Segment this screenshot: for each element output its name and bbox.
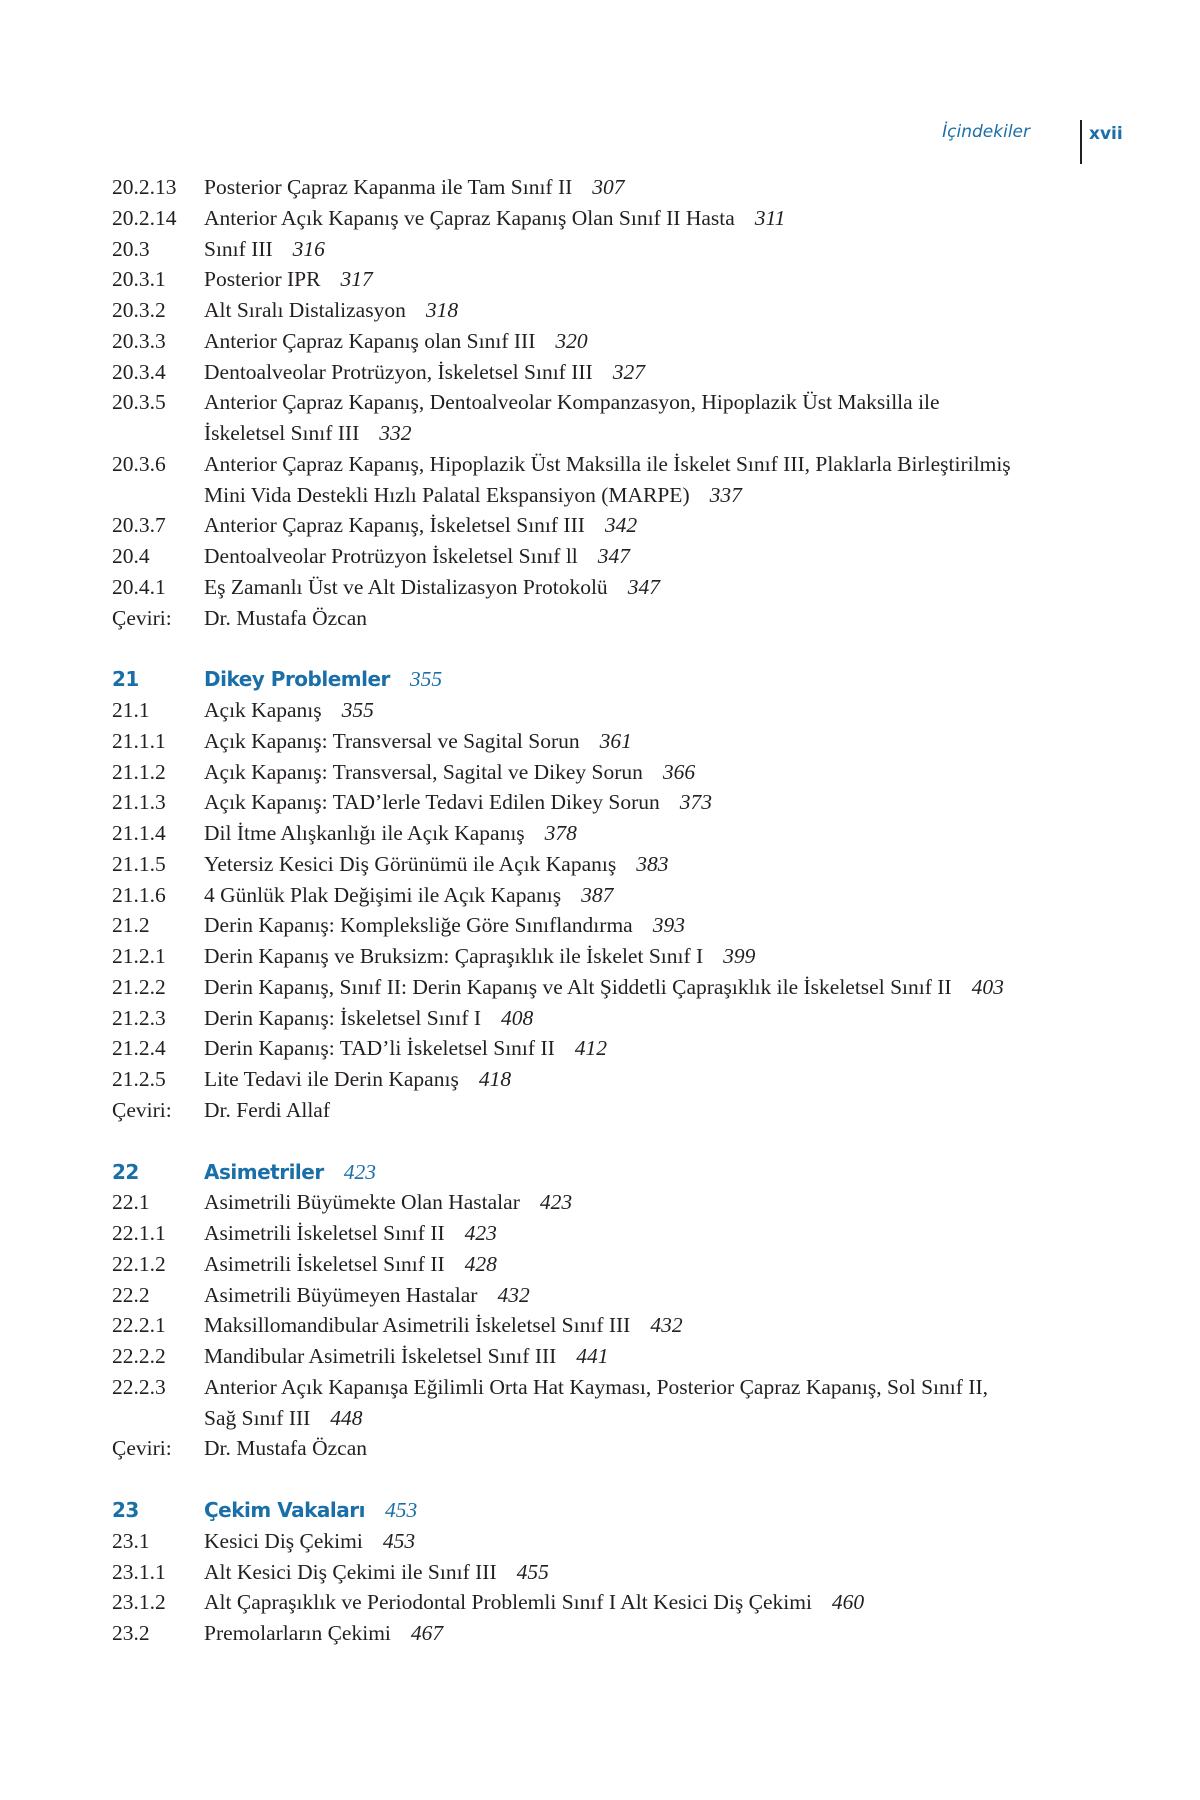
entry-title: Dentoalveolar Protrüzyon, İskeletsel Sınıf III xyxy=(204,359,593,384)
toc-entry[interactable] xyxy=(112,1341,1112,1372)
entry-title-continued: Mini Vida Destekli Hızlı Palatal Ekspansiyon (MARPE) xyxy=(204,482,690,507)
entry-page: 432 xyxy=(650,1313,683,1338)
entry-body xyxy=(204,1372,1112,1434)
entry-number: 21.2.4 xyxy=(112,1036,166,1061)
entry-number: 21.1.3 xyxy=(112,790,166,815)
entry-title-continued: İskeletsel Sınıf III xyxy=(204,421,360,445)
group-spacer xyxy=(112,1464,1112,1495)
entry-body xyxy=(204,1095,1112,1126)
entry-title: Açık Kapanış: Transversal ve Sagital Sorun xyxy=(204,728,580,753)
entry-page: 311 xyxy=(754,205,786,230)
entry-page: 332 xyxy=(379,421,412,445)
toc-entry[interactable] xyxy=(112,757,1112,788)
entry-page: 455 xyxy=(516,1559,549,1584)
toc-entry[interactable] xyxy=(112,1526,1112,1557)
translator-line xyxy=(112,603,1112,634)
entry-body xyxy=(204,603,1112,634)
entry-page: 342 xyxy=(604,513,638,538)
entry-title: 4 Günlük Plak Değişimi ile Açık Kapanış xyxy=(204,882,562,907)
toc-entry[interactable] xyxy=(112,1064,1112,1095)
chapter-heading[interactable] xyxy=(112,1157,1112,1188)
entry-title: Posterior IPR xyxy=(204,267,321,292)
entry-body xyxy=(204,1249,1112,1280)
entry-body xyxy=(204,972,1112,1003)
entry-body xyxy=(204,234,1112,265)
entry-body xyxy=(204,572,1112,603)
entry-title: Sınıf III xyxy=(204,236,273,261)
entry-page: 412 xyxy=(574,1036,608,1061)
entry-body xyxy=(204,695,1112,726)
entry-body xyxy=(204,1003,1112,1034)
entry-body xyxy=(204,326,1112,357)
entry-number: 23.1.1 xyxy=(112,1559,166,1584)
translator-name: Dr. Ferdi Allaf xyxy=(204,1097,330,1122)
toc-entry[interactable] xyxy=(112,264,1112,295)
toc-entry[interactable] xyxy=(112,787,1112,818)
entry-number: 20.4 xyxy=(112,544,150,568)
translator-label: Çeviri: xyxy=(112,1097,172,1122)
entry-title: Dentoalveolar Protrüzyon İskeletsel Sınıf ll xyxy=(204,544,578,568)
entry-body xyxy=(204,1618,1112,1649)
entry-page: 361 xyxy=(599,728,632,753)
toc-entry[interactable] xyxy=(112,1249,1112,1280)
entry-page: 403 xyxy=(971,974,1004,999)
entry-title: Derin Kapanış: TAD’li İskeletsel Sınıf II xyxy=(204,1036,555,1061)
entry-body xyxy=(204,910,1112,941)
entry-number: 23.1.2 xyxy=(112,1590,166,1615)
translator-name: Dr. Mustafa Özcan xyxy=(204,1436,367,1461)
entry-body xyxy=(204,295,1112,326)
entry-title: Asimetrili İskeletsel Sınıf II xyxy=(204,1251,445,1276)
chapter-number: 21 xyxy=(112,667,139,692)
entry-number: 20.3.2 xyxy=(112,298,166,322)
toc-entry[interactable] xyxy=(112,1372,1112,1434)
entry-page: 378 xyxy=(544,821,577,845)
entry-page: 423 xyxy=(539,1190,573,1215)
entry-page: 441 xyxy=(576,1344,609,1368)
entry-title: Anterior Açık Kapanış ve Çapraz Kapanış Olan Sınıf II Hasta xyxy=(204,205,735,230)
entry-page: 317 xyxy=(340,267,373,292)
toc-entry[interactable] xyxy=(112,1557,1112,1588)
entry-number: 21.2.3 xyxy=(112,1005,166,1030)
entry-number: 21.2.5 xyxy=(112,1067,166,1091)
entry-body xyxy=(204,849,1112,880)
entry-body xyxy=(204,787,1112,818)
entry-body xyxy=(204,1341,1112,1372)
chapter-title: Dikey Problemler xyxy=(204,667,390,692)
toc-entry[interactable] xyxy=(112,326,1112,357)
toc-entry[interactable] xyxy=(112,1280,1112,1311)
toc-entry[interactable] xyxy=(112,357,1112,388)
toc-entry[interactable] xyxy=(112,1587,1112,1618)
entry-body xyxy=(204,1187,1112,1218)
toc-entry[interactable] xyxy=(112,941,1112,972)
entry-title: Açık Kapanış: TAD’lerle Tedavi Edilen Dikey Sorun xyxy=(204,790,660,815)
chapter-page: 423 xyxy=(343,1159,376,1184)
entry-title: Derin Kapanış, Sınıf II: Derin Kapanış ve Alt Şiddetli Çapraşıklık ile İskeletsel Sınıf II xyxy=(204,974,952,999)
entry-number: 22.1.1 xyxy=(112,1221,166,1245)
entry-page: 448 xyxy=(330,1405,363,1430)
entry-body xyxy=(204,357,1112,388)
toc-entry[interactable] xyxy=(112,234,1112,265)
toc-entry[interactable] xyxy=(112,449,1112,511)
chapter-page: 355 xyxy=(409,667,443,692)
entry-number: 21.1.2 xyxy=(112,759,166,784)
entry-body xyxy=(204,1526,1112,1557)
chapter-title: Asimetriler xyxy=(204,1159,324,1184)
entry-number: 20.3.6 xyxy=(112,451,166,476)
translator-label: Çeviri: xyxy=(112,1436,172,1461)
entry-title-continued: Sağ Sınıf III xyxy=(204,1405,311,1430)
running-header xyxy=(942,120,1123,166)
entry-number: 21.1.6 xyxy=(112,882,166,907)
entry-body xyxy=(204,172,1112,203)
entry-title: Alt Çapraşıklık ve Periodontal Problemli Sınıf I Alt Kesici Diş Çekimi xyxy=(204,1590,812,1615)
entry-number: 21.2.1 xyxy=(112,944,166,968)
entry-title: Maksillomandibular Asimetrili İskeletsel Sınıf III xyxy=(204,1313,631,1338)
translator-line xyxy=(112,1095,1112,1126)
entry-number: 20.3.5 xyxy=(112,390,166,415)
entry-page: 418 xyxy=(478,1067,512,1091)
entry-body xyxy=(204,1310,1112,1341)
entry-number: 22.2 xyxy=(112,1282,150,1307)
toc-entry[interactable] xyxy=(112,510,1112,541)
entry-page: 383 xyxy=(636,851,669,876)
entry-body xyxy=(204,449,1112,511)
entry-page: 453 xyxy=(382,1528,416,1553)
entry-number: 20.2.14 xyxy=(112,205,177,230)
entry-number: 22.1 xyxy=(112,1190,150,1215)
entry-number: 22.2.3 xyxy=(112,1374,166,1399)
entry-title: Anterior Çapraz Kapanış olan Sınıf III xyxy=(204,328,536,353)
entry-number: 20.3 xyxy=(112,236,150,261)
entry-page: 355 xyxy=(341,698,374,722)
entry-number: 22.2.2 xyxy=(112,1344,166,1368)
entry-number: 21.2.2 xyxy=(112,974,166,999)
toc-entry[interactable] xyxy=(112,387,1112,449)
chapter-number: 22 xyxy=(112,1159,139,1184)
toc-entry[interactable] xyxy=(112,695,1112,726)
entry-number: 20.3.3 xyxy=(112,328,166,353)
entry-page: 307 xyxy=(592,175,625,199)
entry-title: Anterior Çapraz Kapanış, İskeletsel Sınıf III xyxy=(204,513,585,538)
entry-page: 408 xyxy=(501,1005,534,1030)
entry-number: 23.1 xyxy=(112,1528,150,1553)
entry-page: 393 xyxy=(652,913,685,938)
entry-page: 467 xyxy=(410,1621,444,1645)
entry-title: Derin Kapanış: Kompleksliğe Göre Sınıflandırma xyxy=(204,913,633,938)
translator-name: Dr. Mustafa Özcan xyxy=(204,605,367,630)
entry-page: 347 xyxy=(597,544,631,568)
entry-title: Asimetrili İskeletsel Sınıf II xyxy=(204,1221,445,1245)
toc-entry[interactable] xyxy=(112,1618,1112,1649)
page-number: xvii xyxy=(1089,124,1123,144)
chapter-number: 23 xyxy=(112,1498,139,1522)
entry-body xyxy=(204,726,1112,757)
toc-entry[interactable] xyxy=(112,910,1112,941)
chapter-page: 453 xyxy=(384,1498,418,1522)
entry-number: 21.1.4 xyxy=(112,821,166,845)
entry-title: Asimetrili Büyümeyen Hastalar xyxy=(204,1282,478,1307)
chapter-title-wrap xyxy=(204,1157,1112,1188)
entry-body xyxy=(204,880,1112,911)
toc-entry[interactable] xyxy=(112,1187,1112,1218)
chapter-heading[interactable] xyxy=(112,664,1112,695)
entry-number: 20.4.1 xyxy=(112,574,166,599)
translator-line xyxy=(112,1433,1112,1464)
toc-entry[interactable] xyxy=(112,295,1112,326)
entry-title: Kesici Diş Çekimi xyxy=(204,1528,363,1553)
entry-body xyxy=(204,1433,1112,1464)
entry-title: Yetersiz Kesici Diş Görünümü ile Açık Kapanış xyxy=(204,851,617,876)
entry-number: 21.1 xyxy=(112,698,150,722)
toc-entry[interactable] xyxy=(112,1310,1112,1341)
entry-page: 347 xyxy=(627,574,660,599)
entry-body xyxy=(204,1280,1112,1311)
toc-entry[interactable] xyxy=(112,1033,1112,1064)
entry-page: 460 xyxy=(831,1590,865,1615)
entry-title: Anterior Çapraz Kapanış, Dentoalveolar Kompanzasyon, Hipoplazik Üst Maksilla ile xyxy=(204,390,940,415)
entry-page: 366 xyxy=(662,759,696,784)
entry-title: Lite Tedavi ile Derin Kapanış xyxy=(204,1067,459,1091)
toc-entry[interactable] xyxy=(112,172,1112,203)
entry-page: 387 xyxy=(581,882,614,907)
section-title: İçindekiler xyxy=(942,122,1030,142)
entry-body xyxy=(204,757,1112,788)
group-spacer xyxy=(112,633,1112,664)
toc-entry[interactable] xyxy=(112,572,1112,603)
entry-number: 21.1.1 xyxy=(112,728,166,753)
entry-page: 399 xyxy=(723,944,756,968)
entry-title: Dil İtme Alışkanlığı ile Açık Kapanış xyxy=(204,821,525,845)
entry-page: 423 xyxy=(464,1221,497,1245)
chapter-title-wrap xyxy=(204,664,1112,695)
chapter-heading[interactable] xyxy=(112,1495,1112,1526)
entry-title: Anterior Çapraz Kapanış, Hipoplazik Üst Maksilla ile İskelet Sınıf III, Plaklarla Birleştirilmiş xyxy=(204,451,1011,476)
entry-page: 320 xyxy=(555,328,588,353)
toc-entry[interactable] xyxy=(112,541,1112,572)
entry-title: Alt Sıralı Distalizasyon xyxy=(204,298,406,322)
entry-body xyxy=(204,541,1112,572)
entry-title: Anterior Açık Kapanışa Eğilimli Orta Hat Kayması, Posterior Çapraz Kapanış, Sol Sınıf II, xyxy=(204,1374,988,1399)
entry-body xyxy=(204,1218,1112,1249)
entry-title: Açık Kapanış xyxy=(204,698,322,722)
group-spacer xyxy=(112,1126,1112,1157)
entry-page: 316 xyxy=(292,236,325,261)
toc-entry[interactable] xyxy=(112,818,1112,849)
translator-label: Çeviri: xyxy=(112,605,172,630)
entry-title: Alt Kesici Diş Çekimi ile Sınıf III xyxy=(204,1559,497,1584)
toc-entry[interactable] xyxy=(112,880,1112,911)
entry-page: 373 xyxy=(679,790,712,815)
entry-number: 20.3.7 xyxy=(112,513,166,538)
entry-number: 20.2.13 xyxy=(112,175,177,199)
entry-page: 337 xyxy=(709,482,742,507)
toc-entry[interactable] xyxy=(112,972,1112,1003)
chapter-title: Çekim Vakaları xyxy=(204,1498,365,1522)
entry-number: 20.3.1 xyxy=(112,267,166,292)
entry-body xyxy=(204,387,1112,449)
entry-page: 432 xyxy=(497,1282,530,1307)
header-divider xyxy=(1080,120,1082,164)
toc-entry[interactable] xyxy=(112,726,1112,757)
toc-entry[interactable] xyxy=(112,1003,1112,1034)
entry-number: 20.3.4 xyxy=(112,359,166,384)
entry-body xyxy=(204,941,1112,972)
entry-body xyxy=(204,1587,1112,1618)
entry-title: Derin Kapanış: İskeletsel Sınıf I xyxy=(204,1005,482,1030)
toc-entry[interactable] xyxy=(112,1218,1112,1249)
entry-number: 21.2 xyxy=(112,913,150,938)
entry-body xyxy=(204,203,1112,234)
entry-number: 21.1.5 xyxy=(112,851,166,876)
entry-body xyxy=(204,1033,1112,1064)
toc-entry[interactable] xyxy=(112,203,1112,234)
entry-body xyxy=(204,818,1112,849)
entry-body xyxy=(204,1557,1112,1588)
entry-page: 327 xyxy=(612,359,645,384)
entry-number: 22.2.1 xyxy=(112,1313,166,1338)
entry-title: Derin Kapanış ve Bruksizm: Çapraşıklık ile İskelet Sınıf I xyxy=(204,944,704,968)
entry-body xyxy=(204,510,1112,541)
entry-title: Posterior Çapraz Kapanma ile Tam Sınıf II xyxy=(204,175,573,199)
entry-page: 318 xyxy=(425,298,459,322)
table-of-contents xyxy=(112,172,1112,1649)
entry-title: Mandibular Asimetrili İskeletsel Sınıf III xyxy=(204,1344,557,1368)
entry-number: 23.2 xyxy=(112,1621,150,1645)
entry-number: 22.1.2 xyxy=(112,1251,166,1276)
toc-entry[interactable] xyxy=(112,849,1112,880)
entry-title: Asimetrili Büyümekte Olan Hastalar xyxy=(204,1190,520,1215)
entry-body xyxy=(204,1064,1112,1095)
chapter-title-wrap xyxy=(204,1495,1112,1526)
entry-title: Eş Zamanlı Üst ve Alt Distalizasyon Protokolü xyxy=(204,574,608,599)
entry-body xyxy=(204,264,1112,295)
entry-page: 428 xyxy=(464,1251,497,1276)
entry-title: Premolarların Çekimi xyxy=(204,1621,391,1645)
entry-title: Açık Kapanış: Transversal, Sagital ve Dikey Sorun xyxy=(204,759,643,784)
